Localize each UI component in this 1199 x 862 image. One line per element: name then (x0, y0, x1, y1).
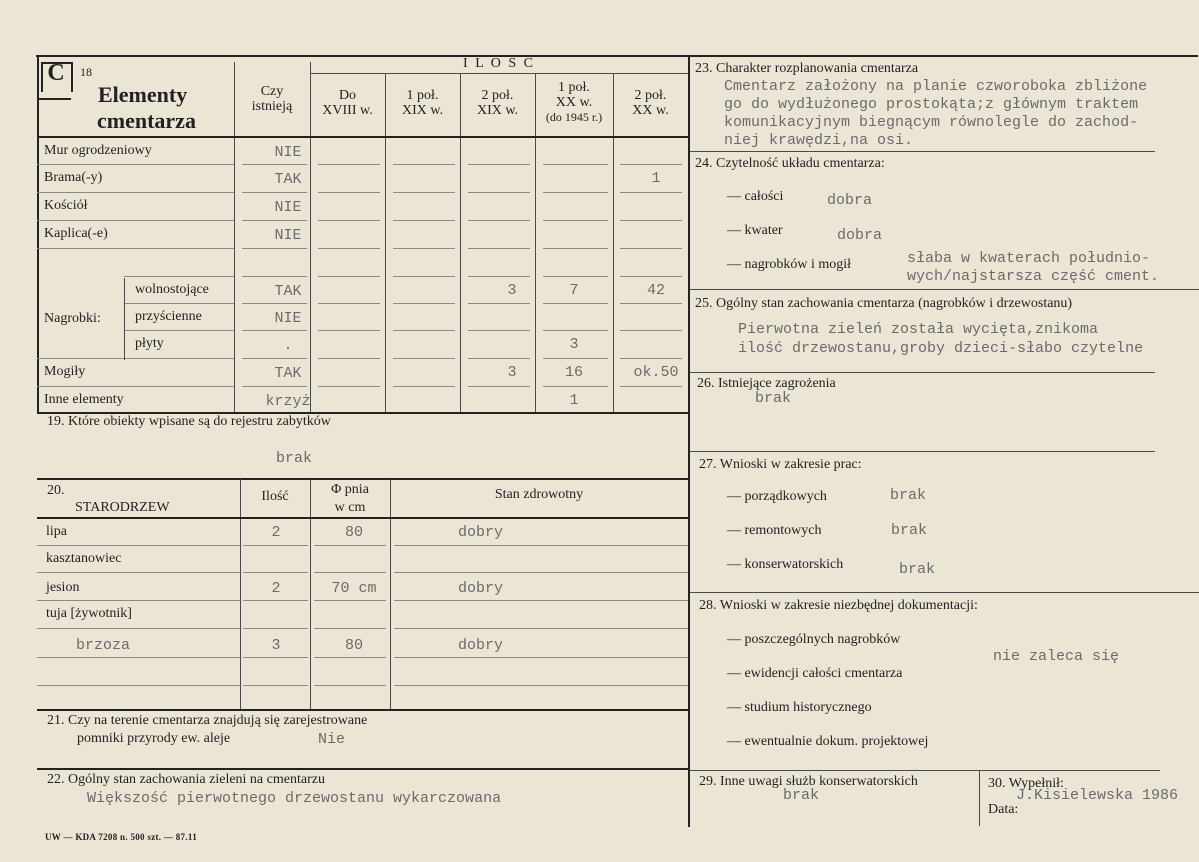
q24-item-2: — kwater (727, 223, 783, 238)
row-label: Mur ogrodzeniowy (44, 143, 152, 158)
q20-row-underline (314, 572, 386, 573)
cell-underline (242, 164, 307, 165)
q20-name: lipa (46, 524, 67, 539)
q20-row-underline (243, 685, 308, 686)
row-period-value: 42 (646, 282, 665, 299)
q27-answer-2: brak (891, 522, 928, 539)
nagrobki-label: Nagrobki: (44, 311, 101, 326)
q20-col-health: Stan zdrowotny (494, 487, 584, 502)
q21-line1: 21. Czy na terenie cmentarza znajdują się zarejestrowane (47, 713, 368, 728)
q27-answer-1: brak (890, 487, 927, 504)
cell-underline (318, 164, 380, 165)
row-period-value: 3 (507, 282, 517, 299)
q20-row-underline (243, 545, 308, 546)
row-separator (37, 192, 234, 193)
period-header-4-line1: 1 poł. (558, 80, 590, 95)
row-exists-value: TAK (274, 283, 302, 300)
cell-underline (620, 248, 682, 249)
cell-underline (543, 276, 608, 277)
cell-underline (620, 386, 682, 387)
q24-answer-3b: wych/najstarsza część cment. (907, 268, 1160, 285)
q19-label: 19. Które obiekty wpisane są do rejestru zabytków (47, 414, 331, 429)
cell-underline (543, 164, 608, 165)
period-header-4-line3: (do 1945 r.) (545, 110, 603, 124)
q20-health: dobry (458, 637, 504, 654)
q20-row-underline (243, 657, 308, 658)
row-label: Kościół (44, 198, 88, 213)
q27-bottom (690, 592, 1199, 593)
cell-underline (620, 220, 682, 221)
q23-line4: niej krawędzi,na osi. (724, 132, 914, 149)
col-divider-2 (385, 74, 386, 412)
row-separator (37, 248, 234, 249)
period-header-3-line1: 2 poł. (481, 88, 514, 103)
row-period-value: ok.50 (633, 364, 679, 381)
cell-underline (242, 358, 307, 359)
q20-title: STARODRZEW (75, 500, 170, 515)
q29-q30-divider (979, 771, 980, 826)
q25-label: 25. Ogólny stan zachowania cmentarza (nagrobków i drzewostanu) (695, 296, 1073, 311)
row-label: płyty (135, 336, 164, 351)
q25-bottom (690, 372, 1155, 373)
q20-row-underline (314, 545, 386, 546)
q25-line2: ilość drzewostanu,groby dzieci-słabo czytelne (738, 340, 1144, 357)
q20-row-underline (314, 628, 386, 629)
section-title-2: cmentarza (97, 108, 196, 133)
q23-line3: komunikacyjnym biegnącym równolegle do zachod- (724, 114, 1139, 131)
q24-item-3: — nagrobków i mogił (727, 257, 852, 272)
cell-underline (393, 220, 455, 221)
q20-col-count: Ilość (261, 489, 289, 504)
cell-underline (543, 358, 608, 359)
q20-row-underline (243, 628, 308, 629)
q28-item-3: — studium historycznego (727, 700, 872, 715)
row-period-value: 3 (507, 364, 517, 381)
cell-underline (242, 276, 307, 277)
row-exists-value: TAK (274, 365, 302, 382)
table-header-bottom (37, 136, 688, 138)
cell-underline (543, 220, 608, 221)
q20-row-underline (37, 685, 240, 686)
cell-underline (620, 164, 682, 165)
q20-col-diam-1: Φ pnia (331, 482, 369, 497)
row-period-value: 1 (569, 392, 579, 409)
q24-answer-2: dobra (837, 227, 883, 244)
q20-count: 2 (271, 524, 281, 541)
q20-health: dobry (458, 580, 504, 597)
q20-health: dobry (458, 524, 504, 541)
cell-underline (318, 248, 380, 249)
q23-label: 23. Charakter rozplanowania cmentarza (695, 61, 919, 76)
q20-row-underline (314, 685, 386, 686)
cell-underline (318, 386, 380, 387)
row-exists-value: . (283, 337, 293, 354)
cell-underline (393, 303, 455, 304)
cell-underline (543, 330, 608, 331)
cell-underline (242, 303, 307, 304)
q30-date-label: Data: (988, 802, 1019, 817)
q28-item-2: — ewidencji całości cmentarza (727, 666, 903, 681)
cell-underline (620, 276, 682, 277)
cell-underline (242, 330, 307, 331)
cell-underline (468, 303, 530, 304)
q20-row-underline (394, 572, 688, 573)
cell-underline (393, 358, 455, 359)
row-label: Mogiły (44, 364, 86, 379)
section-title-1: Elementy (98, 82, 188, 107)
period-header-2-line1: 1 poł. (406, 88, 439, 103)
cell-underline (318, 330, 380, 331)
row-exists-value: NIE (274, 310, 302, 327)
row-label: Inne elementy (44, 392, 124, 407)
q20-row-underline (37, 657, 240, 658)
row-exists-value: TAK (274, 171, 302, 188)
q20-row-underline (314, 600, 386, 601)
period-header-4-line2: XX w. (555, 95, 593, 110)
q20-diam: 70 cm (331, 580, 377, 597)
cell-underline (468, 192, 530, 193)
cell-underline (242, 248, 307, 249)
cell-underline (468, 330, 530, 331)
row-exists-value: krzyż (265, 393, 311, 410)
q28-item-1: — poszczególnych nagrobków (727, 632, 901, 647)
q26-bottom (690, 451, 1155, 452)
cell-underline (318, 220, 380, 221)
cell-underline (393, 330, 455, 331)
q20-row-underline (243, 572, 308, 573)
cell-underline (543, 248, 608, 249)
q20-row-underline (394, 628, 688, 629)
row-period-value: 1 (651, 170, 661, 187)
q23-bottom (690, 151, 1155, 152)
q20-col-diam-2: w cm (334, 500, 366, 515)
q20-name: tuja [żywotnik] (46, 606, 132, 621)
q27-item-2: — remontowych (727, 523, 822, 538)
nagrobki-divider (124, 278, 125, 360)
section-letter: C (47, 60, 65, 86)
q20-row-underline (37, 628, 240, 629)
cell-underline (468, 276, 530, 277)
q26-label: 26. Istniejące zagrożenia (697, 376, 836, 391)
cell-underline (543, 192, 608, 193)
q21-answer: Nie (318, 731, 346, 748)
row-period-value: 7 (569, 282, 579, 299)
cell-underline (318, 276, 380, 277)
q28-item-4: — ewentualnie dokum. projektowej (727, 734, 929, 749)
q20-row-underline (314, 657, 386, 658)
q24-answer-3a: słaba w kwaterach południo- (907, 250, 1151, 267)
row-separator (37, 358, 234, 359)
row-separator (124, 303, 234, 304)
cell-underline (242, 220, 307, 221)
q24-label: 24. Czytelność układu cmentarza: (695, 156, 885, 171)
cell-underline (620, 358, 682, 359)
q27-item-3: — konserwatorskich (727, 557, 844, 572)
q20-name: jesion (46, 580, 80, 595)
cell-underline (318, 192, 380, 193)
row-label: przyścienne (135, 309, 202, 324)
q20-diam: 80 (344, 524, 363, 541)
cell-underline (468, 358, 530, 359)
row-period-value: 3 (569, 336, 579, 353)
q20-row-underline (394, 657, 688, 658)
q20-row-underline (37, 545, 240, 546)
cell-underline (468, 386, 530, 387)
cell-underline (468, 220, 530, 221)
col-divider-3 (460, 74, 461, 412)
q28-bottom (690, 770, 1160, 771)
cell-underline (242, 192, 307, 193)
row-separator (37, 220, 234, 221)
cell-underline (393, 164, 455, 165)
section-number: 18 (80, 65, 92, 79)
q27-label: 27. Wnioski w zakresie prac: (699, 457, 862, 472)
q24-item-1: — całości (727, 189, 784, 204)
section-letter-underline (37, 98, 71, 100)
q21-top (37, 709, 688, 711)
row-label: wolnostojące (135, 282, 209, 297)
cell-underline (318, 303, 380, 304)
period-header-3-line2: XIX w. (476, 103, 519, 118)
footer-print-info: UW — KDA 7208 n. 500 szt. — 87.11 (45, 832, 197, 842)
row-exists-value: NIE (274, 199, 302, 216)
q20-number: 20. (47, 483, 65, 498)
q27-answer-3: brak (899, 561, 936, 578)
col-divider-exists (234, 62, 235, 412)
period-header-1-line1: Do (338, 88, 357, 103)
q23-line1: Cmentarz założony na planie czworoboka zbliżone (724, 78, 1148, 95)
row-label: Kaplica(-e) (44, 226, 108, 241)
cell-underline (242, 386, 307, 387)
q29-answer: brak (783, 787, 820, 804)
q20-row-underline (394, 685, 688, 686)
q20-name: brzoza (76, 637, 131, 654)
q28-answer: nie zaleca się (993, 648, 1120, 665)
q20-row-underline (37, 572, 240, 573)
row-exists-value: NIE (274, 227, 302, 244)
cell-underline (543, 303, 608, 304)
row-separator (37, 164, 234, 165)
q23-line2: go do wydłużonego prostokąta;z głównym traktem (724, 96, 1139, 113)
q20-row-underline (394, 545, 688, 546)
q20-row-underline (243, 600, 308, 601)
cell-underline (393, 276, 455, 277)
q24-answer-1: dobra (827, 192, 873, 209)
q22-label: 22. Ogólny stan zachowania zieleni na cmentarzu (47, 772, 325, 787)
cell-underline (620, 303, 682, 304)
cell-underline (620, 192, 682, 193)
row-separator (124, 276, 234, 277)
cell-underline (468, 248, 530, 249)
period-header-2-line2: XIX w. (401, 103, 444, 118)
q28-label: 28. Wnioski w zakresie niezbędnej dokumentacji: (699, 598, 978, 613)
row-exists-value: NIE (274, 144, 302, 161)
q24-bottom (690, 289, 1199, 290)
q20-diam: 80 (344, 637, 363, 654)
row-label: Brama(-y) (44, 170, 103, 185)
col-divider-5 (613, 74, 614, 412)
cell-underline (393, 386, 455, 387)
q20-count: 3 (271, 637, 281, 654)
q25-line1: Pierwotna zieleń została wycięta,znikoma (738, 321, 1099, 338)
q21-line2: pomniki przyrody ew. aleje (77, 731, 231, 746)
q20-name: kasztanowiec (46, 551, 122, 566)
cell-underline (468, 164, 530, 165)
q20-col-1 (240, 479, 241, 709)
cell-underline (620, 330, 682, 331)
cell-underline (543, 386, 608, 387)
row-separator (124, 330, 234, 331)
q29-label: 29. Inne uwagi służb konserwatorskich (699, 774, 918, 789)
q20-row-underline (37, 600, 240, 601)
ilosc-underline (310, 73, 688, 74)
q22-top (37, 768, 688, 770)
col-exists-header-1: Czy (260, 84, 284, 99)
q20-top (37, 478, 688, 480)
q20-header-bottom (37, 517, 688, 519)
period-header-5-line1: 2 poł. (634, 88, 667, 103)
row-period-value: 16 (564, 364, 583, 381)
period-header-1-line2: XVIII w. (322, 103, 373, 118)
cell-underline (393, 192, 455, 193)
cell-underline (318, 358, 380, 359)
q30-label: 30. Wypełnił: (988, 776, 1064, 791)
cell-underline (393, 248, 455, 249)
q26-answer: brak (755, 390, 792, 407)
q20-count: 2 (271, 580, 281, 597)
q22-answer: Większość pierwotnego drzewostanu wykarczowana (87, 790, 502, 807)
q19-answer: brak (276, 450, 313, 467)
period-header-5-line2: XX w. (632, 103, 669, 118)
row-separator (37, 386, 234, 387)
q20-row-underline (394, 600, 688, 601)
ilosc-header: I L O Ś C (463, 56, 535, 71)
col-exists-header-2: istnieją (251, 99, 293, 114)
q27-item-1: — porządkowych (727, 489, 827, 504)
q30-answer: J.Kisielewska 1986 (1016, 787, 1179, 804)
